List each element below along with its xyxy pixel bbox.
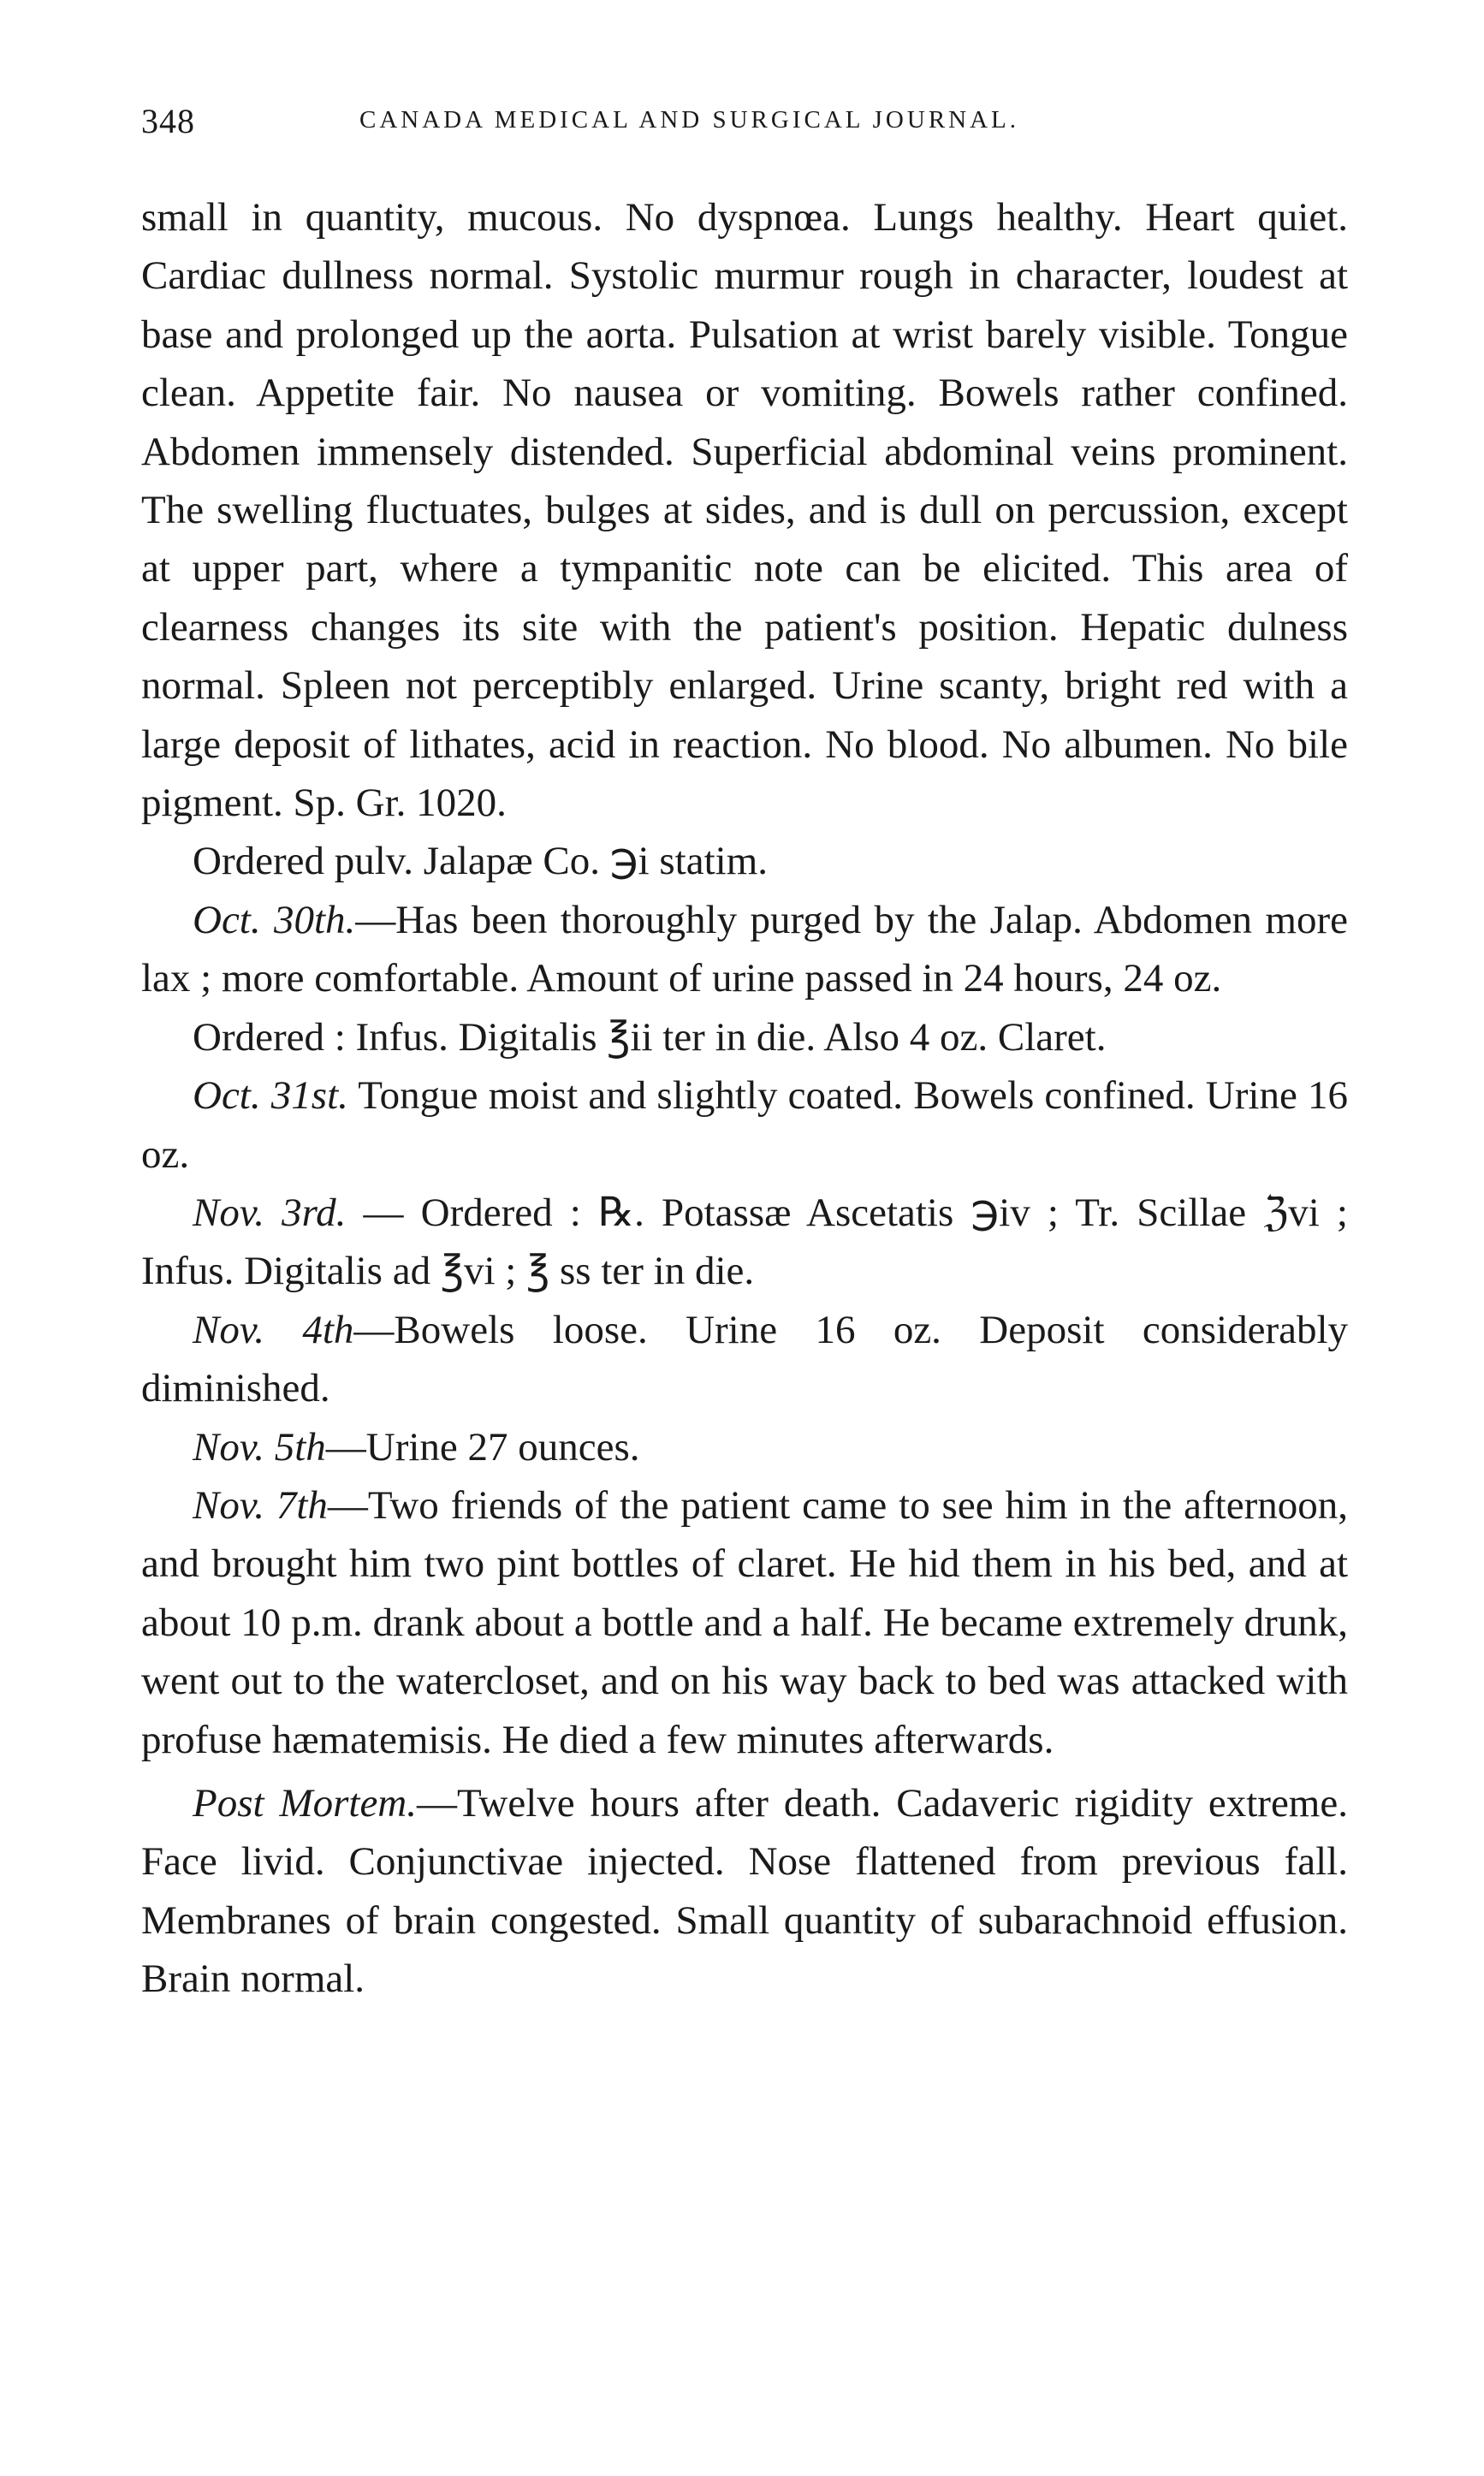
paragraph-examination xyxy=(141,188,1348,832)
paragraph-nov-4 xyxy=(141,1301,1348,1418)
paragraph-post-mortem xyxy=(141,1774,1348,2009)
paragraph-order-jalap xyxy=(141,832,1348,890)
running-head xyxy=(141,101,1356,152)
paragraph-oct-30 xyxy=(141,891,1348,1008)
entry-date: Oct. 30th. xyxy=(193,897,356,942)
entry-date: Nov. 3rd. xyxy=(193,1190,347,1235)
paragraph-nov-5 xyxy=(141,1418,1348,1476)
article-body xyxy=(141,188,1348,2009)
paragraph-nov-3 xyxy=(141,1184,1348,1301)
entry-date: Oct. 31st. xyxy=(193,1073,348,1119)
entry-date: Post Mortem. xyxy=(193,1780,417,1826)
page-number: 348 xyxy=(141,102,195,140)
entry-text: —Twelve hours after death. Cadaveric rigidity extreme. Face livid. Conjunctivae injected. Nose flattened from previous fall. Membranes of brain congested. Small quantity of subarachnoid effusion. Brain normal. xyxy=(141,1780,1348,2002)
entry-text: —Has been thoroughly purged by the Jalap. Abdomen more lax ; more comfortable. Amount of urine passed in 24 hours, 24 oz. xyxy=(141,897,1348,1001)
entry-text: —Bowels loose. Urine 16 oz. Deposit considerably diminished. xyxy=(141,1307,1349,1411)
journal-title: CANADA MEDICAL AND SURGICAL JOURNAL. xyxy=(359,106,1020,134)
entry-text: — Ordered : ℞. Potassæ Ascetatis ℈iv ; Tr. Scillae ℨvi ; Infus. Digitalis ad ℥vi ; ℥ ss ter in die. xyxy=(141,1190,1348,1294)
entry-text: Tongue moist and slightly coated. Bowels confined. Urine 16 oz. xyxy=(141,1073,1348,1177)
entry-text: Ordered pulv. Jalapæ Co. ℈i statim. xyxy=(193,839,768,884)
entry-date: Nov. 4th xyxy=(193,1307,354,1352)
entry-text: —Urine 27 ounces. xyxy=(325,1424,640,1470)
entry-date: Nov. 5th xyxy=(193,1424,326,1470)
entry-text: small in quantity, mucous. No dyspnœa. Lungs healthy. Heart quiet. Cardiac dullness normal. Systolic murmur rough in character, loudest at base and prolonged up the aorta. Pulsation at wrist barely visible. Tongue clean. Appetite fair. No nausea or vomiting. Bowels rather confined. Abdomen immensely distended. Superficial abdominal veins prominent. The swelling fluctuates, bulges at sides, and is dull on percussion, except at upper part, where a tympanitic note can be elicited. This area of clearness changes its site with the patient's position. Hepatic dulness normal. Spleen not perceptibly enlarged. Urine scanty, bright red with a large deposit of lithates, acid in reaction. No blood. No albumen. No bile pigment. Sp. Gr. 1020. xyxy=(141,195,1348,826)
entry-date: Nov. 7th xyxy=(193,1482,328,1528)
entry-text: Ordered : Infus. Digitalis ℥ii ter in die. Also 4 oz. Claret. xyxy=(193,1014,1107,1060)
paragraph-nov-7 xyxy=(141,1476,1348,1769)
entry-text: —Two friends of the patient came to see him in the afternoon, and brought him two pint bottles of claret. He hid them in his bed, and at about 10 p.m. drank about a bottle and a half. He became extremely drunk, went out to the watercloset, and on his way back to bed was attacked with profuse hæmatemisis. He died a few minutes afterwards. xyxy=(141,1482,1348,1762)
paragraph-order-digitalis xyxy=(141,1008,1348,1066)
paragraph-oct-31 xyxy=(141,1066,1348,1184)
